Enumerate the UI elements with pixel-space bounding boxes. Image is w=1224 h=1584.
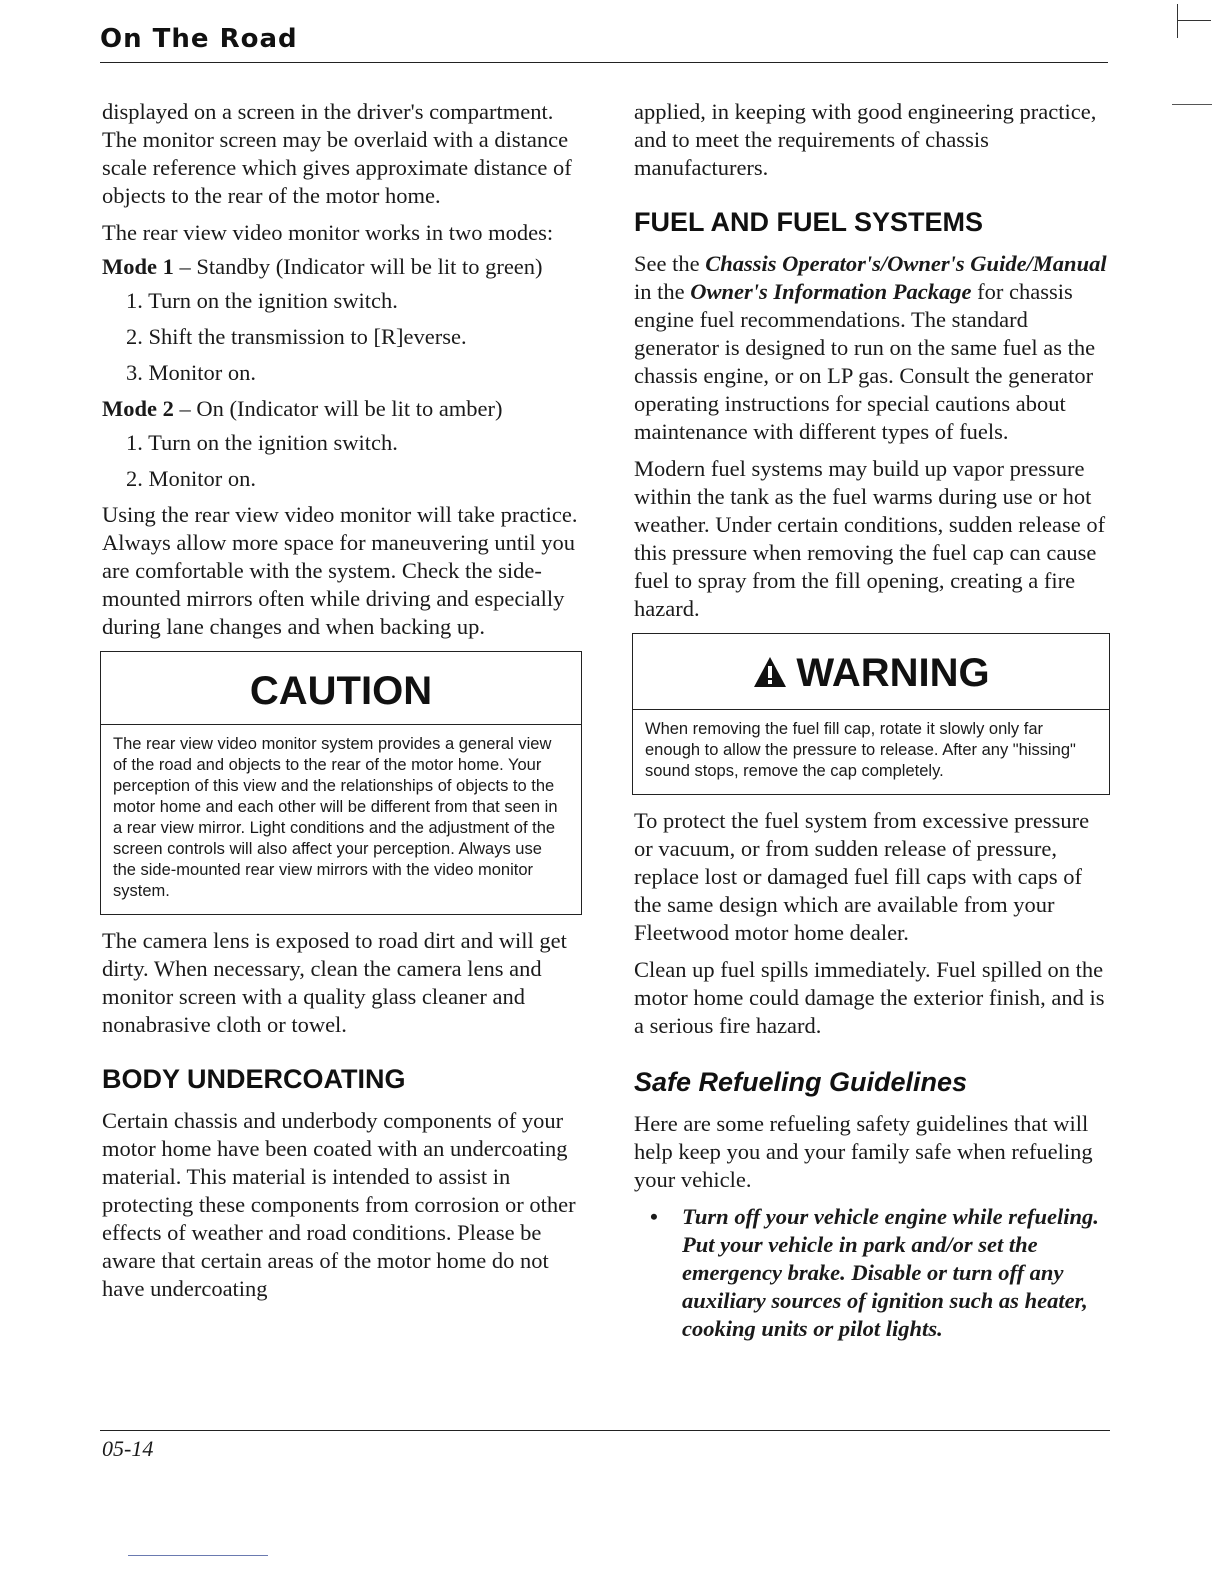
owners-package-reference: Owner's Information Package: [690, 279, 972, 304]
caution-body: The rear view video monitor system provides a general view of the road and objects to the rear of the motor home. Your perception of this view and the relationships of objects to the motor home and each other will be different from that seen in a rear view mirror. Light conditions and the adjustment of the screen controls will also affect your perception. Always use the side-mounted rear view mirrors with the video monitor system.: [113, 735, 558, 900]
text-run: for chassis engine fuel recommendations. The standard generator is designed to run on the same fuel as the chassis engine, or on LP gas. Consult the generator operating instructions for special cautions about maintenance with different types of fuels.: [634, 279, 1096, 444]
warning-box: [632, 633, 1110, 795]
protect-paragraph: To protect the fuel system from excessive pressure or vacuum, or from sudden release of pressure, replace lost or damaged fuel fill caps with caps of the same design which are available from your Fleetwood motor home dealer.: [634, 808, 1090, 945]
step-item: 2. Shift the transmission to [R]everse.: [126, 324, 467, 349]
practice-paragraph: Using the rear view video monitor will take practice. Always allow more space for maneuvering until you are comfortable with the system. Check the side-mounted mirrors often while driving and especially during lane changes and when backing up.: [102, 502, 578, 639]
bullet-icon: •: [650, 1204, 658, 1229]
page-header-title: On The Road: [100, 24, 298, 54]
bullet-text: Turn off your vehicle engine while refueling. Put your vehicle in park and/or set the emergency brake. Disable or turn off any auxiliary sources of ignition such as heater, cooking units or pilot lights.: [682, 1204, 1099, 1341]
modes-intro: The rear view video monitor works in two modes:: [102, 220, 554, 245]
footer-rule: [100, 1430, 1110, 1431]
fuel-paragraph-2: Modern fuel systems may build up vapor pressure within the tank as the fuel warms during use or hot weather. Under certain conditions, sudden release of this pressure when removing the fuel cap can cause fuel to spray from the fill opening, creating a fire hazard.: [634, 456, 1106, 621]
step-item: 1. Turn on the ignition switch.: [126, 288, 398, 313]
mode-2-steps: [102, 429, 582, 493]
left-column: [102, 98, 582, 1312]
body-undercoating-heading: BODY UNDERCOATING: [102, 1064, 406, 1094]
text-run: See the: [634, 251, 706, 276]
mode-1-steps: [102, 287, 582, 387]
cleanup-paragraph: Clean up fuel spills immediately. Fuel spilled on the motor home could damage the exterior finish, and is a serious fire hazard.: [634, 957, 1105, 1038]
corner-crop-mark: [1177, 4, 1178, 38]
fuel-systems-heading: FUEL AND FUEL SYSTEMS: [634, 207, 984, 237]
text-run: in the: [634, 279, 691, 304]
mode-1-label: Mode 1: [102, 254, 174, 279]
mode-1-line: [102, 253, 582, 281]
step-item: 2. Monitor on.: [126, 466, 257, 491]
camera-paragraph: The camera lens is exposed to road dirt and will get dirty. When necessary, clean the camera lens and monitor screen with a quality glass cleaner and nonabrasive cloth or towel.: [102, 928, 567, 1037]
chassis-manual-reference: Chassis Operator's/Owner's Guide/Manual: [705, 251, 1107, 276]
warning-heading-row: [633, 634, 1109, 710]
safe-refueling-heading: Safe Refueling Guidelines: [634, 1067, 968, 1097]
step-item: 3. Monitor on.: [126, 360, 257, 385]
caution-heading: CAUTION: [101, 652, 581, 725]
mode-2-label: Mode 2: [102, 396, 174, 421]
corner-crop-mark: [1177, 20, 1211, 21]
fuel-paragraph-1: [634, 250, 1110, 446]
continuation-paragraph: applied, in keeping with good engineering practice, and to meet the requirements of chassis manufacturers.: [634, 99, 1097, 180]
page-number: 05-14: [102, 1436, 154, 1461]
warning-heading: WARNING: [796, 651, 990, 695]
refueling-intro: Here are some refueling safety guidelines that will help keep you and your family safe when refueling your vehicle.: [634, 1111, 1093, 1192]
header-rule: [100, 62, 1108, 63]
warning-body: When removing the fuel fill cap, rotate it slowly only far enough to allow the pressure to release. After any "hissing" sound stops, remove the cap completely.: [645, 720, 1076, 780]
body-undercoating-paragraph: Certain chassis and underbody components of your motor home have been coated with an undercoating material. This material is intended to assist in protecting these components from corrosion or other effects of weather and road conditions. Please be aware that certain areas of the motor home do not have undercoating: [102, 1108, 576, 1301]
warning-triangle-icon: [752, 651, 788, 701]
refueling-bullet: [650, 1203, 1110, 1343]
caution-box: [100, 651, 582, 915]
bottom-edge-mark: [128, 1555, 268, 1556]
edge-mark: [1172, 104, 1212, 105]
mode-2-line: [102, 395, 582, 423]
mode-1-desc: – Standby (Indicator will be lit to green): [173, 254, 543, 279]
intro-paragraph: displayed on a screen in the driver's compartment. The monitor screen may be overlaid with a distance scale reference which gives approximate distance of objects to the rear of the motor home.: [102, 99, 572, 208]
right-column: [634, 98, 1110, 1343]
step-item: 1. Turn on the ignition switch.: [126, 430, 398, 455]
mode-2-desc: – On (Indicator will be lit to amber): [173, 396, 503, 421]
